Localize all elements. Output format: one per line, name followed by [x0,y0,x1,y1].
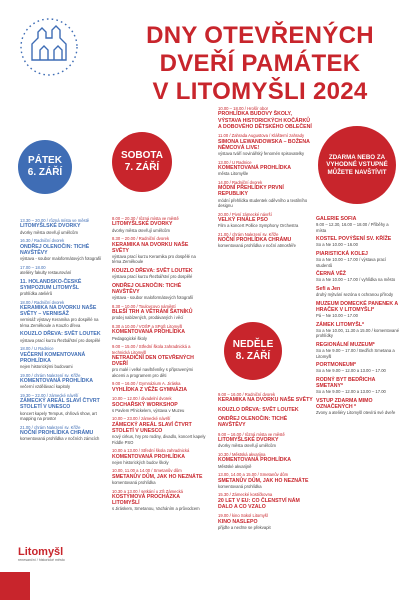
item-time-place: 13.30 – 20.00 / různá místa ve městě [20,218,90,223]
item-time-place: 9.00 – 16.00 / Gymnázium A. Jiráska [112,381,181,387]
program-item [218,212,314,229]
program-item [20,265,106,276]
program-item [112,268,206,280]
item-title: 11. HOLANDSKO-ČESKÉ SYMPOZIUM LITOMYŠL [20,278,82,291]
item-title: KOUZLO DŘEVA: SVĚT LOUTEK [112,268,193,275]
item-time-place: 14.00 / Radniční dvorek [218,179,263,185]
program-item [316,271,400,283]
item-time-place: 10.30 / Městská akvarijna [218,451,266,457]
program-item [218,452,314,469]
item-time-place: 13.00, 14.00 a 15.00 / Smetanův dům [218,472,289,478]
program-item [316,251,400,268]
item-time-place: 21.00 / chrám Nalezení sv. Kříže [20,424,81,430]
day-badge-friday [18,140,72,194]
item-description: výstava tváří novinářský fenomén spisovatelky [218,151,305,157]
item-description: večerní vzdělávací kapitoly [20,384,71,390]
title-line: V LITOMYŠLI 2024 [152,78,368,105]
item-time-place: 18.00 / U Radnice [20,346,54,352]
free-entry-badge [318,126,396,204]
item-description: Pedagogické školy [112,335,147,341]
item-description: dvorky města otevřují umělcům [20,229,78,235]
item-time-place: 8.00 – 20.30 / různá místa ve městě [112,216,179,221]
item-time-place: 9.00 – 15.00 / Střední škola zahradnická a technická Litomyšl [112,344,191,355]
item-description: prodej nabízených, prodávaných i věcí [112,315,184,321]
item-title: GALERIE SOFIA [316,216,357,222]
program-item [316,301,400,319]
item-title: KERAMIKA NA DVORKU NAŠE SVĚTY [218,397,313,404]
item-title: ONDŘEJ OLENOČIN: TICHÉ NAVŠTĚVY [20,243,90,256]
item-time-place: 10.30 a 13.00 / setkání u ZŠ Zámecká [112,488,183,494]
saturday-program-continued [218,106,314,252]
program-item [20,393,106,422]
program-item [316,322,400,339]
item-title: SOCHAŘSKÝ WORKSHOP [112,401,178,408]
page-title [120,22,400,106]
program-item [112,448,206,465]
item-description: Film a koncert Pollice Symphony Orchestra [218,223,299,229]
program-item [316,377,400,395]
item-title: VEČERNÍ KOMENTOVANÁ PROHLÍDKA [20,351,86,364]
program-item [316,286,400,298]
item-title: KOSTEL POVÝŠENÍ SV. KŘÍŽE [316,236,392,243]
item-title: LITOMYŠLSKÉ DVORKY [218,437,279,444]
item-description: s Jiráskem, Smetanou, Vacháním a průvodcem [112,506,200,512]
item-title: BLEŠÍ TRH A VĚTRÁNÍ ŠATNÍKŮ [112,309,193,316]
item-title: PIARISTICKÁ KOLEJ [316,251,368,257]
program-item [20,218,106,235]
item-title: RODNÝ BYT BEDŘICHA SMETANY* [316,377,376,390]
friday-program [20,218,106,445]
item-title: PROHLÍDKA BUDOVY ŠKOLY, VÝSTAVA HISTORICKÝCH KOČÁRKŮ A DOBOVÉHO DĚTSKÉHO OBLEČENÍ [218,111,312,130]
item-title: LITOMYŠLSKÉ DVORKY [20,223,81,230]
item-title: KOMENTOVANÁ PROHLÍDKA [112,453,186,460]
item-title: LITOMYŠLSKÉ DVORKY [112,221,173,228]
sunday-program [218,392,314,534]
item-description: s Pavlem Pfnickelem, výstava v Muzeu [112,407,185,413]
program-item [20,346,106,369]
item-time-place: 19.00 / kino Sokol Litomyšl [218,513,268,519]
program-item [218,160,314,177]
item-description: prohlídka ateliérů [20,291,53,297]
item-title: ZÁMEK LITOMYŠL* [316,321,365,328]
item-title: KOSTÝMOVÁ PROCHÁZKA LITOMYŠLÍ [112,494,180,507]
program-item [112,396,206,413]
places-program [316,216,400,419]
saturday-program [112,216,206,515]
program-item [20,238,106,261]
program-item [316,216,400,233]
item-description: výstava prací kurzu Keramika pro dospělé na téma Zeměkoule [112,254,196,265]
item-description: nejen historickými budovami [20,364,73,370]
item-description: ateliéry fakulty restaurování [20,270,72,276]
brand-subtitle: renesanční / historické město [18,558,65,562]
program-item [316,342,400,359]
item-description: So a Ne 10.00, 11.30 a 15.00 / komentované prohlídky [316,328,400,339]
item-description: přijďte a nechte se překvapit [218,525,271,530]
program-item [112,216,206,233]
item-time-place: 10.00 a 13.00 / Střední škola zahradnická [112,448,190,454]
item-title: MÓDNÍ PŘEHLÍDKY PRVNÍ REPUBLIKY [218,185,284,198]
item-description: komentovaná prohlídka [112,480,156,486]
item-time-place: 15.30 / Zámecké kostičkovna [218,492,273,498]
item-time-place: 11.00 / Zahrada Augustova / Klášterní zahrady [218,133,305,139]
item-description: So a Ne 10.00 – 16.00 [316,242,358,248]
item-title: KOMENTOVANÁ PROHLÍDKA [20,378,94,385]
item-time-place: 20.00 / Pivní zámecké návrší [218,211,272,217]
program-item [20,300,106,329]
item-description: nový cirkus, hry pro rodiny, divadlo, koncert kapely Fiddle PSO [112,434,206,445]
item-title: NOČNÍ PROHLÍDKA CHRÁMU [218,237,292,244]
program-item [20,373,106,390]
item-description: nejen historických budov školy [112,459,169,465]
program-item [112,381,206,393]
item-time-place: 18.00 / Radniční dvorek [20,299,65,305]
item-description: komentovaná prohlídka v noční atmosféře [218,243,296,249]
program-item [218,472,314,489]
item-time-place: 16.30 / Radniční dvorek [20,238,65,244]
item-title: KOMENTOVANÁ PROHLÍDKA [112,329,186,336]
item-title: NETRADIČNÍ DEN OTEVŘENÝCH DVEŘÍ [112,355,194,368]
program-item [20,425,106,442]
item-description: So a Ne 9.00 – 17.00 / Bedřich Smetana a Litomyšl [316,348,395,359]
program-item [316,398,400,416]
item-description: So a Ne 9.00 – 12.00 a 13.00 – 17.00 [316,368,386,374]
program-item [218,416,314,428]
item-time-place: 13.00 / U Radnice [218,159,252,165]
item-description: dvorky města otevřují umělcům [112,227,170,233]
item-description: komentovaná prohlídka [218,483,262,489]
item-title: KINO NASLEPO [218,518,258,525]
item-title: 20 LET V EU: CO ČLENSTVÍ NÁM DALO A CO VZALO [218,497,300,510]
program-item [20,279,106,297]
program-item [316,236,400,248]
day-badge-sunday [224,322,282,380]
item-title: VYHLÍDKA Z VĚŽE GYMNÁZIA [112,386,188,393]
item-title: ONDŘEJ OLENOČIN: TICHÉ NAVŠTĚVY [112,282,182,296]
item-description: výstava prací kurzu Řezbářství pro dospělé [20,337,101,343]
item-time-place: 8.30 – 10.00 / Toulovcovo náměstí [112,303,176,309]
item-title: SMETANŮV DŮM, JAK HO NEZNÁTE [112,473,203,480]
item-title: KERAMIKA NA DVORKU NAŠE SVĚTY – VERNISÁŽ [20,305,97,318]
item-title: KOMENTOVANÁ PROHLÍDKA [218,457,292,464]
item-description: pro malé i velké navštěvníky s připravenými akcemi a programem pro děti [112,367,193,378]
item-description: Zvony a ateliéry Litomyšl otevírá své dveře [316,410,396,416]
item-title: REGIONÁLNÍ MUZEUM* [316,342,375,348]
program-item [218,180,314,209]
item-description: výstava - soubor maloformátových fotografií [20,256,102,262]
item-title: ZÁMECKÝ AREÁL SLAVÍ ČTVRT STOLETÍ V UNESCO [20,398,100,411]
item-description: vernisáž výstavy Keramika pro dospělé na téma Zeměkoule a Kouzlo dřeva [20,317,99,328]
item-title: NOČNÍ PROHLÍDKA CHRÁMU [20,430,94,437]
program-item [218,492,314,510]
item-title: ČERNÁ VĚŽ [316,271,346,278]
item-description: módní přehlídka studentek oděvního a textilního designu [218,197,308,209]
item-time-place: 10.00 – 18.00 / Hrošír obor [218,106,269,111]
item-time-place: 8.30 a 10.00 / VOŠP a SPgŠ Litomyšl [112,324,183,330]
item-description: So a Ne 9.00 – 12.00 a 13.00 – 17.00 [316,389,386,395]
item-title: KOUZLO DŘEVA: SVĚT LOUTEK [218,406,299,413]
item-time-place: 21.00 / chrám Nalezení sv. Kříže [218,231,279,237]
item-description: dvorky města otevřují umělcům [218,443,276,449]
item-time-place: 19.30 – 22.00 / zámecké návrší [20,392,79,398]
program-item [112,304,206,321]
item-title: MUZEUM DOMECKÉ PANENEK A HRAČEK V LITOMYŠLI* [316,300,398,313]
item-title: KOUZLO DŘEVA: SVĚT LOUTEK [20,331,101,338]
item-title: VELKÝ FINÁLE PSO [218,217,268,224]
item-title: PORTMONEUM* [316,362,357,369]
program-item [218,133,314,156]
program-item [112,283,206,301]
program-item [20,331,106,343]
title-line: DNY OTEVŘENÝCH [146,22,374,49]
program-item [218,392,314,404]
program-item [218,232,314,249]
item-description: výstava - soubor maloformátových fotografií [112,295,194,301]
item-time-place: 17.00 – 18.00 [20,264,46,270]
program-item [112,236,206,265]
item-description: So a Ne 10.00 – 17.00 / výstava prací studentů [316,257,387,268]
day-date: 8. ZÁŘÍ [235,351,271,362]
item-description: Pá – Ne 10.00 – 17.00 [316,313,358,319]
program-item [112,324,206,341]
red-corner-bar [0,572,30,600]
item-description: komentovaná prohlídka v nočních zámcích [20,436,100,442]
item-description: koncert kapely Tempus, ohňová show, art mapping na prostor [20,410,97,422]
item-title: KERAMIKA NA DVORKU NAŠE SVĚTY [112,241,189,254]
item-title: SIMONA LEWANDOWSKA – BOŽENA NĚMCOVÁ LIVE! [218,138,310,151]
item-time-place: 8.30 – 20.00 / Radniční dvorek [112,236,170,242]
program-item [316,362,400,374]
item-time-place: 9.00 – 16.00 / Radniční dvorek [218,392,276,397]
day-name: SOBOTA [120,150,164,161]
item-description: města Litomyšle [218,171,249,177]
item-time-place: 9.00 – 16.00 / různá místa ve městě [218,431,285,437]
item-time-place: 19.00 / chrám Nalezení sv. Kříže [20,372,81,378]
item-time-place: 10.00 – 23.00 / zámecké návrší [112,416,171,422]
program-item [112,416,206,445]
item-title: Sefi a Jen [316,286,341,292]
item-description: druhý mýtvání sezóna s ochranou přírody [316,292,394,298]
item-time-place: 10.00 – 12.00 / divadelní dvorek [112,396,172,402]
day-name: PÁTEK [28,155,62,166]
program-item [112,344,206,378]
day-badge-saturday [112,132,172,192]
item-title: ONDŘEJ OLENOČIN: TICHÉ NAVŠTĚVY [218,416,288,429]
program-item [218,106,314,130]
item-description: výstava prací kurzu Řezbářství pro dospělé [112,274,193,280]
day-date: 6. ZÁŘÍ [27,167,63,178]
item-description: Městské akvarijně [218,463,252,469]
program-item [218,513,314,530]
program-item [218,407,314,413]
litomysl-castle-logo [16,14,82,80]
item-title: KOMENTOVANÁ PROHLÍDKA [218,165,292,172]
item-title: SMETANŮV DŮM, JAK HO NEZNÁTE [218,477,309,484]
day-name: NEDĚLE [232,339,274,350]
brand-block [18,546,65,563]
free-entry-text: ZDARMA NEBO ZA VYHODNÉ VSTUPNÉ MŮŽETE NAVŠTÍVIT [326,153,388,176]
item-description: 9.00 – 12.30, 16.00 – 18.00 / Příběhy a místa [316,222,389,233]
program-item [112,489,206,512]
item-title: VSTUP ZDARMA MIMO OZNAČENÝCH * [316,398,373,411]
program-item [218,432,314,449]
item-title: ZÁMECKÝ AREÁL SLAVÍ ČTVRT STOLETÍ V UNESCO [112,421,192,435]
item-description: So a Ne 10.00 – 17.00 / vyhlídka na město [316,277,396,283]
brand-name: Litomyšl [18,546,64,558]
title-line: DVEŘÍ PAMÁTEK [159,50,361,77]
day-date: 7. ZÁŘÍ [124,162,160,173]
item-time-place: 10.00, 11.00 a 14.00 / Smetanův dům [112,468,182,474]
program-item [112,468,206,485]
